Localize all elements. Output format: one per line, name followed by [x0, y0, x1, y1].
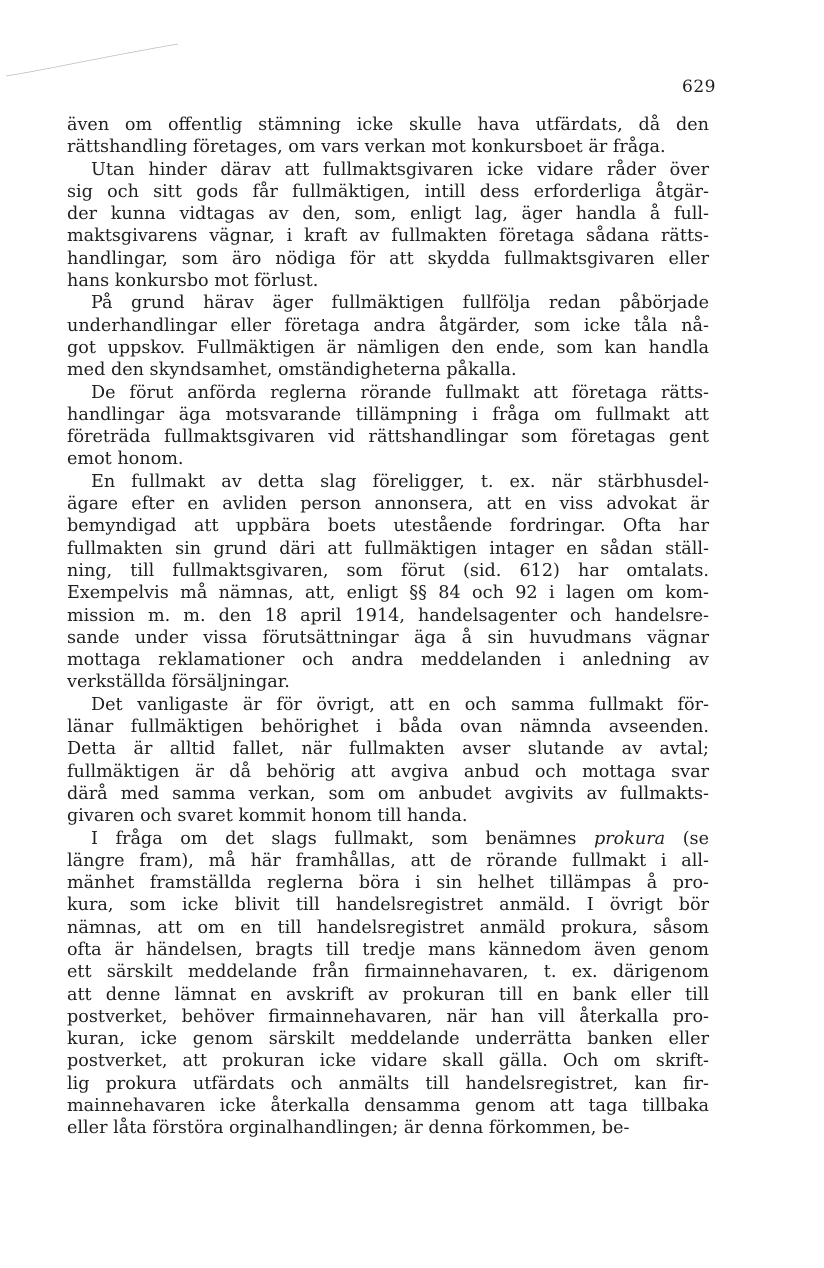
text-line: sig och sitt gods får fullmäktigen, intill dess erforderliga åtgär-: [67, 181, 709, 202]
text-line: nämnas, att om en till handelsregistret anmäld prokura, såsom: [67, 917, 709, 938]
text-line: handlingar äga motsvarande tillämpning i fråga om fullmakt att: [67, 404, 709, 425]
text-line: lig prokura utfärdats och anmälts till handelsregistret, kan fir-: [67, 1073, 709, 1094]
text-line: eller låta förstöra orginalhandlingen; är denna förkommen, be-: [67, 1118, 630, 1139]
text-line: längre fram), må här framhållas, att de rörande fullmakt i all-: [67, 850, 709, 871]
text-line: länar fullmäktigen behörighet i båda ovan nämnda avseenden.: [67, 717, 709, 738]
paragraph: [67, 828, 709, 1140]
text-line: att denne lämnat en avskrift av prokuran till en bank eller till: [67, 984, 709, 1005]
paragraph: [67, 694, 709, 828]
text-line: Det vanligaste är för övrigt, att en och samma fullmakt för-: [91, 694, 709, 715]
text-line: mission m. m. den 18 april 1914, handelsagenter och handelsre-: [67, 605, 709, 626]
paragraph: [67, 471, 709, 694]
text-line: hans konkursbo mot förlust.: [67, 271, 319, 292]
text-line: mänhet framställda reglerna böra i sin helhet tillämpas å pro-: [67, 873, 709, 894]
text-line: De förut anförda reglerna rörande fullmakt att företaga rätts-: [91, 382, 709, 403]
text-line: mainnehavaren icke återkalla densamma genom att taga tillbaka: [67, 1096, 709, 1117]
text-line: ett särskilt meddelande från firmainnehavaren, t. ex. därigenom: [67, 962, 709, 983]
text-line: Utan hinder därav att fullmaktsgivaren icke vidare råder över: [91, 159, 709, 180]
text-line: underhandlingar eller företaga andra åtgärder, som icke tåla nå-: [67, 315, 709, 336]
text-line: ägare efter en avliden person annonsera, att en viss advokat är: [67, 494, 709, 515]
text-line: rättshandling företages, om vars verkan mot konkursboet är fråga.: [67, 137, 666, 158]
text-line: ofta är händelsen, bragts till tredje mans kännedom även genom: [67, 939, 709, 960]
text-line: givaren och svaret kommit honom till handa.: [67, 806, 468, 827]
text-line: bemyndigad att uppbära boets utestående fordringar. Ofta har: [67, 516, 709, 537]
text-line: En fullmakt av detta slag föreligger, t. ex. när stärbhusdel-: [91, 471, 709, 492]
text-line: med den skyndsamhet, omständigheterna påkalla.: [67, 360, 517, 381]
text-line: företräda fullmaktsgivaren vid rättshandlingar som företagas gent: [67, 427, 709, 448]
text-line: I fråga om det slags fullmakt, som benämnes prokura (se: [91, 828, 709, 849]
text-line: kura, som icke blivit till handelsregistret anmäld. I övrigt bör: [67, 895, 709, 916]
paragraph: [67, 292, 709, 381]
text-line: maktsgivarens vägnar, i kraft av fullmakten företaga sådana rätts-: [67, 226, 709, 247]
paragraph: [67, 159, 709, 293]
text-line: got uppskov. Fullmäktigen är nämligen den ende, som kan handla: [67, 337, 709, 358]
text-line: postverket, behöver firmainnehavaren, när han vill återkalla pro-: [67, 1006, 709, 1027]
text-line: Detta är alltid fallet, när fullmakten avser slutande av avtal;: [67, 739, 709, 760]
text-line: även om offentlig stämning icke skulle hava utfärdats, då den: [67, 115, 709, 135]
paragraph: [67, 382, 709, 471]
text-line: fullmakten sin grund däri att fullmäktigen intager en sådan ställ-: [67, 538, 709, 559]
text-line: der kunna vidtagas av den, som, enligt lag, äger handla å full-: [67, 204, 709, 225]
body-text: [67, 114, 709, 1140]
text-line: kuran, icke genom särskilt meddelande underrätta banken eller: [67, 1029, 709, 1050]
text-line: verkställda försäljningar.: [67, 672, 290, 693]
text-line: mottaga reklamationer och andra meddelanden i anledning av: [67, 650, 709, 671]
page-number: 629: [682, 77, 716, 97]
text-line: På grund härav äger fullmäktigen fullfölja redan påbörjade: [91, 293, 709, 314]
text-line: handlingar, som äro nödiga för att skydda fullmaktsgivaren eller: [67, 248, 709, 269]
text-line: ning, till fullmaktsgivaren, som förut (sid. 612) har omtalats.: [67, 560, 709, 581]
paragraph: [67, 114, 709, 159]
text-line: emot honom.: [67, 449, 184, 470]
text-line: sande under vissa förutsättningar äga å sin huvudmans vägnar: [67, 627, 709, 648]
scan-edge-mark: [6, 40, 181, 80]
text-line: postverket, att prokuran icke vidare skall gälla. Och om skrift-: [67, 1051, 709, 1072]
text-line: därå med samma verkan, som om anbudet avgivits av fullmakts-: [67, 783, 709, 804]
text-line: fullmäktigen är då behörig att avgiva anbud och mottaga svar: [67, 761, 709, 782]
text-line: Exempelvis må nämnas, att, enligt §§ 84 och 92 i lagen om kom-: [67, 583, 709, 604]
